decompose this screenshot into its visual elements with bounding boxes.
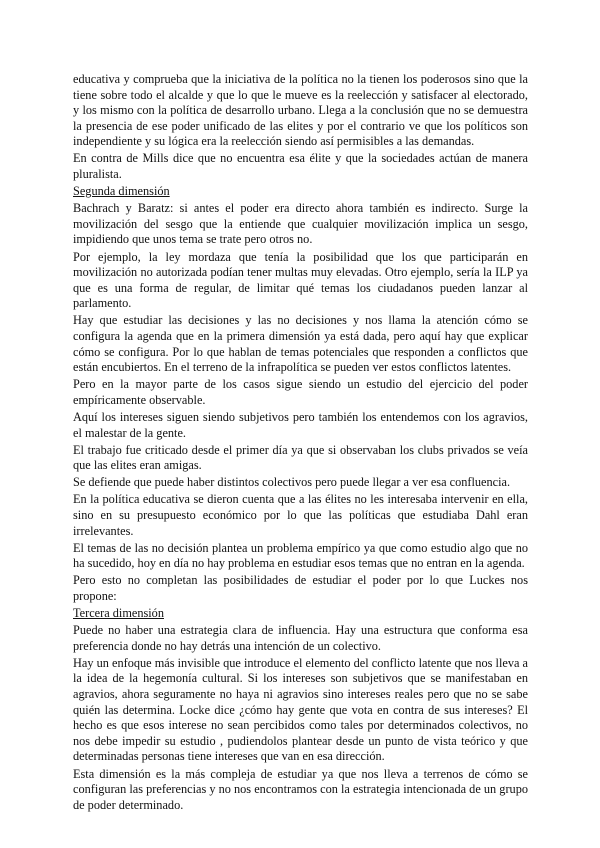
paragraph: Puede no haber una estrategia clara de influencia. Hay una estructura que conforma esa preferencia donde no hay detrás una intención de un colectivo. <box>73 623 528 653</box>
paragraph: educativa y comprueba que la iniciativa de la política no la tienen los poderosos sino que la tiene sobre todo el alcalde y que lo que le mueve es la reelección y satisfacer al electorado, y los mismo con la política de desarrollo urbano. Llega a la conclusión que no se demuestra la presencia de ese poder unificado de las elites y por el contrario ve que los políticos son independiente y su lógica era la reelección siendo así permisibles a las demandas. <box>73 72 528 149</box>
paragraph: Esta dimensión es la más compleja de estudiar ya que nos lleva a terrenos de cómo se configuran las preferencias y no nos encontramos con la estrategia intencionada de un grupo de poder determinado. <box>73 766 528 812</box>
paragraph: Pero esto no completan las posibilidades de estudiar el poder por lo que Luckes nos propone: <box>73 573 528 603</box>
paragraph: El trabajo fue criticado desde el primer día ya que si observaban los clubs privados se veía que las elites eran amigas. <box>73 442 528 473</box>
paragraph: Pero en la mayor parte de los casos sigue siendo un estudio del ejercicio del poder empíricamente observable. <box>73 377 528 407</box>
paragraph: Hay que estudiar las decisiones y las no decisiones y nos llama la atención cómo se configura la agenda que en la primera dimensión ya está dada, pero aquí hay que explicar cómo se configura. Por lo que hablan de temas potenciales que responden a conflictos que están encubiertos. En el terreno de la infrapolítica se pueden ver estos conflictos latentes. <box>73 313 528 375</box>
paragraph: Hay un enfoque más invisible que introduce el elemento del conflicto latente que nos lleva a la idea de la hegemonía cultural. Si los intereses son subjetivos que se manifestaban en agravios, ahora seguramente no haya ni agravios sino intereses reales pero que no se sabe quién las determina. Locke dice ¿cómo hay gente que vota en contra de sus intereses? El hecho es que esos interese no sean percibidos como tales por determinados colectivos, no nos debe impedir su estudio , pudiendolos plantear desde un punto de vista teórico y que determinadas personas tiene intereses que van en esa dirección. <box>73 655 528 764</box>
paragraph: Bachrach y Baratz: si antes el poder era directo ahora también es indirecto. Surge la movilización del sesgo que la entiende que cualquier movilización implica un sesgo, impidiendo que unos tema se trate pero otros no. <box>73 201 528 247</box>
paragraph: En contra de Mills dice que no encuentra esa élite y que la sociedades actúan de manera pluralista. <box>73 151 528 182</box>
paragraph: Se defiende que puede haber distintos colectivos pero puede llegar a ver esa confluencia. <box>73 475 511 490</box>
section-heading-segunda-dimension: Segunda dimensión <box>73 184 170 199</box>
section-heading-tercera-dimension: Tercera dimensión <box>73 606 164 621</box>
paragraph: Por ejemplo, la ley mordaza que tenía la posibilidad que los que participarán en movilización no autorizada podían tener multas muy elevadas. Otro ejemplo, sería la ILP ya que es una forma de regular, de limitar qué temas los ciudadanos pueden lanzar al parlamento. <box>73 249 528 311</box>
paragraph: El temas de las no decisión plantea un problema empírico ya que como estudio algo que no ha sucedido, hoy en día no hay problema en estudiar esos temas que no entran en la agenda. <box>73 540 528 571</box>
document-page <box>73 72 528 815</box>
paragraph: En la política educativa se dieron cuenta que a las élites no les interesaba intervenir en ella, sino en su presupuesto económico por lo que las políticas que estudiaba Dahl eran irrelevantes. <box>73 492 528 538</box>
paragraph: Aquí los intereses siguen siendo subjetivos pero también los entendemos con los agravios, el malestar de la gente. <box>73 409 528 440</box>
